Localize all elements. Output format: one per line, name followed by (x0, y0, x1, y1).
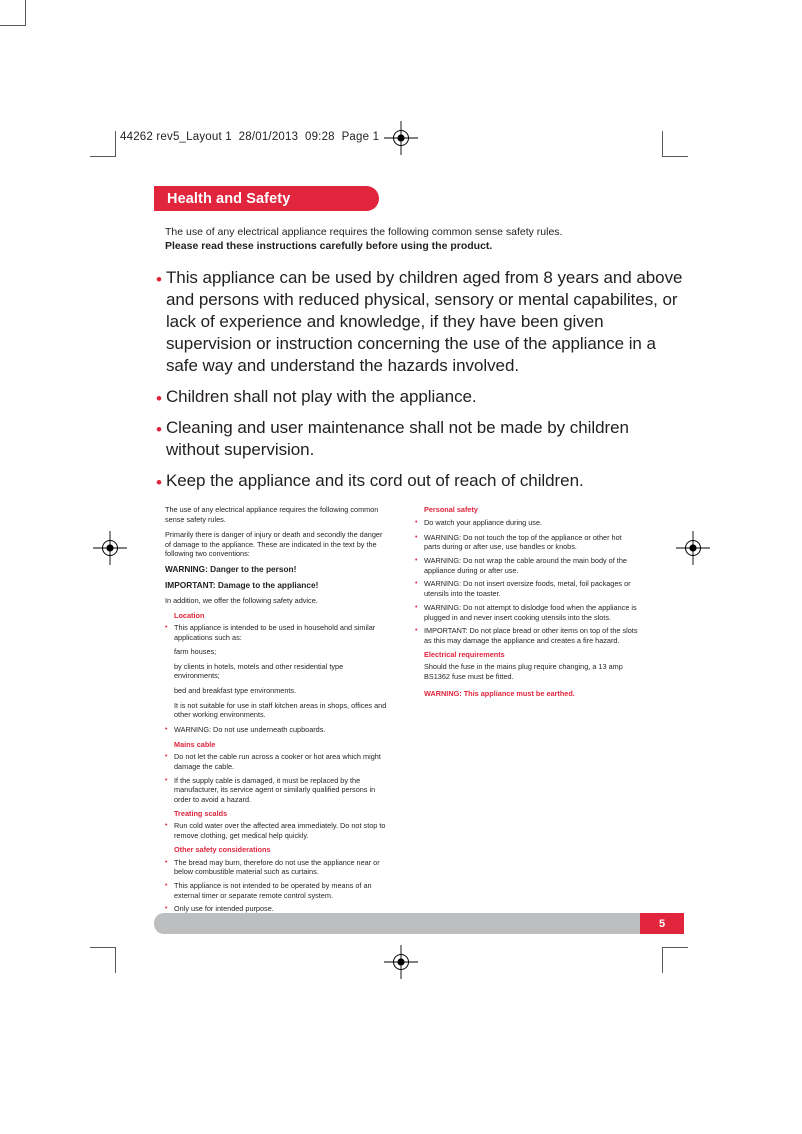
registration-mark-bottom (384, 945, 418, 979)
location-item: farm houses; (174, 646, 217, 656)
list-item (165, 725, 389, 736)
bullet-dot-icon: • (165, 881, 168, 889)
other-safety-text: This appliance is not intended to be operated by means of an external timer or separate remote control system. (174, 880, 372, 900)
list-item (415, 518, 639, 529)
bullet-dot-icon: • (415, 519, 418, 527)
print-job-header: 44262 rev5_Layout 1 28/01/2013 09:28 Page 1 (120, 131, 380, 143)
warning-text: Keep the appliance and its cord out of reach of children. (165, 470, 584, 490)
location-suitability-note: It is not suitable for use in staff kitchen areas in shops, offices and other working environments. (174, 700, 387, 720)
primary-safety-warnings (156, 267, 684, 491)
list-item (165, 858, 389, 877)
warning-text: Cleaning and user maintenance shall not be made by children without supervision. (165, 417, 629, 459)
crop-mark-header-left (90, 131, 116, 157)
subheading-electrical-requirements: Electrical requirements (424, 649, 505, 659)
bullet-dot-icon: • (165, 776, 168, 784)
location-warning-text: WARNING: Do not use underneath cupboards. (174, 725, 326, 735)
list-item (165, 752, 389, 771)
right-column (415, 505, 639, 918)
list-item (165, 776, 389, 805)
list-item (156, 417, 684, 461)
bullet-dot-icon: • (156, 472, 162, 492)
bullet-dot-icon: • (415, 627, 418, 635)
bullet-dot-icon: • (165, 624, 168, 632)
left-intro-paragraph-1: The use of any electrical appliance requires the following common sense safety rules. (165, 505, 379, 525)
convention-important: IMPORTANT: Damage to the appliance! (165, 579, 319, 590)
subheading-other-safety: Other safety considerations (174, 844, 271, 854)
bullet-dot-icon: • (156, 419, 162, 439)
list-item (165, 881, 389, 900)
two-column-body (165, 505, 684, 918)
bullet-dot-icon: • (156, 388, 162, 408)
location-item: by clients in hotels, motels and other residential type environments; (174, 661, 344, 681)
list-item (165, 623, 389, 642)
footer-bar (154, 913, 684, 934)
list-item (415, 533, 639, 552)
subheading-personal-safety: Personal safety (424, 505, 478, 515)
list-item (415, 556, 639, 575)
bullet-dot-icon: • (165, 753, 168, 761)
personal-safety-text: WARNING: Do not touch the top of the appliance or other hot parts during or after use, use handles or knobs. (424, 532, 622, 552)
other-safety-text: Only use for intended purpose. (174, 904, 274, 914)
page-number: 5 (658, 917, 666, 930)
treating-scalds-text: Run cold water over the affected area immediately. Do not stop to remove clothing, get medical help quickly. (174, 821, 386, 841)
bullet-dot-icon: • (165, 822, 168, 830)
bullet-dot-icon: • (415, 557, 418, 565)
list-item (415, 626, 639, 645)
subheading-location: Location (174, 610, 205, 620)
convention-warning: WARNING: Danger to the person! (165, 563, 297, 574)
section-title-banner (154, 186, 379, 211)
bullet-dot-icon: • (165, 858, 168, 866)
personal-safety-text: WARNING: Do not attempt to dislodge food when the appliance is plugged in and never insert cooking utensils into the slots. (424, 602, 637, 622)
left-column (165, 505, 389, 918)
earthed-warning-text: WARNING: This appliance must be earthed. (424, 688, 575, 698)
list-item (156, 470, 684, 492)
warning-text: This appliance can be used by children aged from 8 years and above and persons with reduced physical, sensory or mental capabilites, or lack of experience and knowledge, if they have been given supervision or instruction concerning the use of the appliance in a safe way and understand the hazards involved. (165, 268, 683, 375)
crop-mark-top-left (0, 0, 26, 26)
mains-cable-text: Do not let the cable run across a cooker or hot area which might damage the cable. (174, 752, 381, 771)
personal-safety-text: Do watch your appliance during use. (424, 518, 543, 528)
bullet-dot-icon: • (165, 726, 168, 734)
registration-mark-left (93, 531, 127, 565)
intro-paragraph (165, 225, 684, 253)
list-item (165, 821, 389, 840)
page-number-badge (640, 913, 684, 934)
subheading-treating-scalds: Treating scalds (174, 808, 228, 818)
warning-text: Children shall not play with the appliance. (165, 386, 477, 406)
location-item: bed and breakfast type environments. (174, 685, 297, 695)
bullet-dot-icon: • (415, 580, 418, 588)
location-intro-text: This appliance is intended to be used in household and similar applications such as: (174, 623, 376, 643)
personal-safety-text: WARNING: Do not wrap the cable around the main body of the appliance during or after use. (424, 556, 627, 575)
electrical-requirements-text: Should the fuse in the mains plug require changing, a 13 amp BS1362 fuse must be fitted. (424, 662, 623, 682)
list-item (156, 386, 684, 408)
bullet-dot-icon: • (415, 603, 418, 611)
bullet-dot-icon: • (156, 270, 162, 290)
other-safety-text: The bread may burn, therefore do not use the appliance near or below combustible material such as curtains. (174, 857, 380, 877)
list-item (156, 267, 684, 377)
bullet-dot-icon: • (415, 533, 418, 541)
personal-safety-text: IMPORTANT: Do not place bread or other items on top of the slots as this may damage the appliance and creates a fire hazard. (424, 626, 638, 645)
page-footer (154, 913, 684, 934)
left-intro-paragraph-2: Primarily there is danger of injury or death and secondly the danger of damage to the appliance. These are indicated in the text by the following two conventions: (165, 529, 383, 559)
crop-mark-bottom-right (662, 947, 688, 973)
subheading-mains-cable: Mains cable (174, 739, 216, 749)
crop-mark-top-right (662, 131, 688, 157)
mains-cable-text: If the supply cable is damaged, it must be replaced by the manufacturer, its service agent or similarly qualified persons in order to avoid a hazard. (174, 775, 376, 805)
bullet-dot-icon: • (165, 905, 168, 913)
personal-safety-text: WARNING: Do not insert oversize foods, metal, foil packages or utensils into the toaster. (424, 579, 631, 599)
left-intro-paragraph-3: In addition, we offer the following safety advice. (165, 596, 318, 605)
intro-line-1: The use of any electrical appliance requires the following common sense safety rules. (165, 226, 563, 238)
page-content (154, 186, 684, 919)
intro-line-2: Please read these instructions carefully before using the product. (165, 240, 493, 253)
crop-mark-bottom-left (90, 947, 116, 973)
list-item (415, 579, 639, 598)
page-title: Health and Safety (167, 190, 291, 207)
registration-mark-top (384, 121, 418, 155)
list-item (415, 603, 639, 622)
